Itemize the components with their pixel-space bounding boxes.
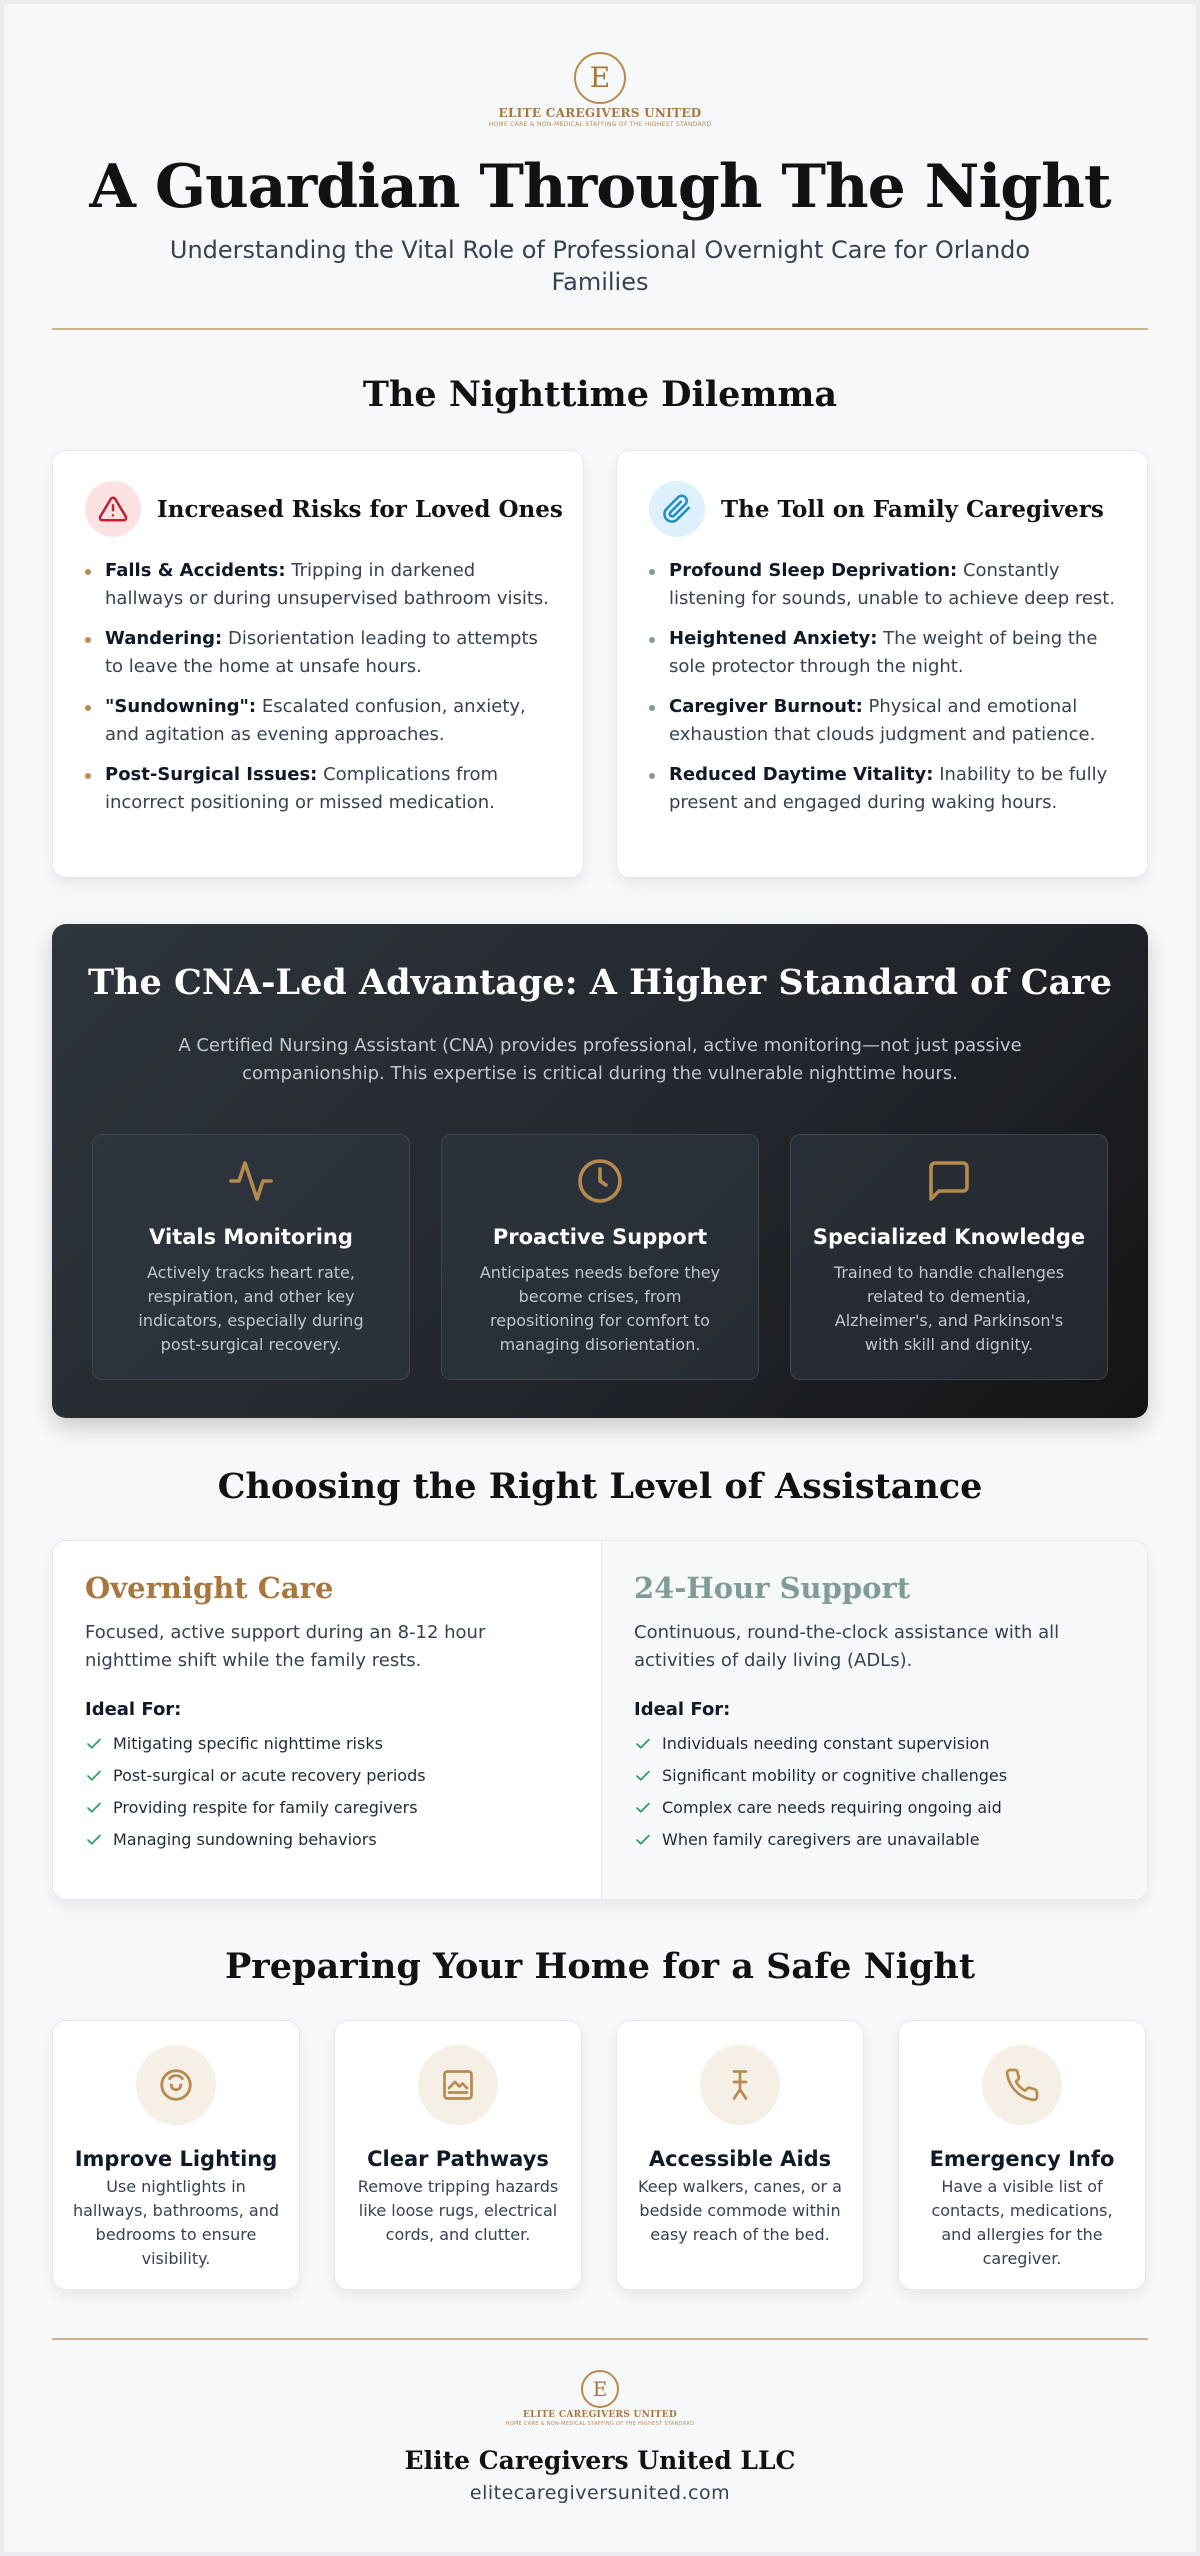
logo-name: ELITE CAREGIVERS UNITED [498,106,702,120]
tip-title: Clear Pathways [367,2147,549,2171]
tip-title: Improve Lighting [74,2147,278,2171]
walker-icon [700,2045,780,2125]
section-title-home: Preparing Your Home for a Safe Night [224,1946,975,1987]
tip-card-emergency [898,2020,1146,2290]
ideal-for-label: Ideal For: [634,1699,731,1720]
overnight-care-list [85,1734,569,1850]
24-hour-support-title: 24-Hour Support [634,1571,911,1605]
pulse-icon [93,1157,409,1205]
list-item: Reduced Daytime Vitality: Inability to be fully present and engaged during waking hours. [669,761,1117,817]
feature-knowledge [790,1134,1108,1380]
feature-title: Vitals Monitoring [149,1225,353,1249]
24-hour-support-list [634,1734,1117,1850]
warning-triangle-icon [85,481,141,537]
paperclip-icon [649,481,705,537]
section-title-levels: Choosing the Right Level of Assistance [217,1466,983,1507]
list-item: Falls & Accidents: Tripping in darkened hallways or during unsupervised bathroom visits. [105,557,553,613]
check-icon [634,1735,652,1753]
list-item: Heightened Anxiety: The weight of being the sole protector through the night. [669,625,1117,681]
caregiver-toll-list [669,557,1117,817]
tip-text: Keep walkers, canes, or a bedside commode within easy reach of the bed. [638,2177,842,2244]
risks-card-title: Increased Risks for Loved Ones [157,495,563,523]
logo-tagline: HOME CARE & NON-MEDICAL STAFFING OF THE HIGHEST STANDARD [505,2421,695,2427]
list-item: Caregiver Burnout: Physical and emotional exhaustion that clouds judgment and patience. [669,693,1117,749]
overnight-care-column [53,1541,601,1900]
clock-icon [442,1157,758,1205]
logo-tagline: HOME CARE & NON-MEDICAL STAFFING OF THE HIGHEST STANDARD [488,121,712,128]
check-icon [85,1735,103,1753]
list-item: Managing sundowning behaviors [85,1830,569,1850]
cna-advantage-description: A Certified Nursing Assistant (CNA) provides professional, active monitoring—not just passive companionship. This expertise is critical during the vulnerable nighttime hours. [178,1035,1022,1084]
check-icon [634,1767,652,1785]
list-item: Profound Sleep Deprivation: Constantly listening for sounds, unable to achieve deep rest. [669,557,1117,613]
list-item: Individuals needing constant supervision [634,1734,1117,1754]
overnight-care-description: Focused, active support during an 8-12 hour nighttime shift while the family rests. [85,1622,486,1671]
risks-card [52,450,584,878]
tip-card-pathways [334,2020,582,2290]
24-hour-support-description: Continuous, round-the-clock assistance with all activities of daily living (ADLs). [634,1622,1060,1671]
check-icon [85,1799,103,1817]
feature-text: Trained to handle challenges related to dementia, Alzheimer's, and Parkinson's with skill and dignity. [833,1263,1065,1354]
message-square-icon [791,1157,1107,1205]
list-item: Post-surgical or acute recovery periods [85,1766,569,1786]
feature-vitals [92,1134,410,1380]
tip-text: Have a visible list of contacts, medications, and allergies for the caregiver. [931,2177,1113,2268]
check-icon [85,1831,103,1849]
logo-monogram: E [574,52,626,104]
list-item: Complex care needs requiring ongoing aid [634,1798,1117,1818]
tip-card-lighting [52,2020,300,2290]
feature-title: Specialized Knowledge [812,1225,1086,1249]
list-item: Significant mobility or cognitive challenges [634,1766,1117,1786]
footer-logo [4,2370,1196,2427]
image-frame-icon [418,2045,498,2125]
tip-text: Remove tripping hazards like loose rugs, electrical cords, and clutter. [357,2177,559,2244]
cna-advantage-title: The CNA-Led Advantage: A Higher Standard of Care [88,962,1112,1003]
list-item: Post-Surgical Issues: Complications from incorrect positioning or missed medication. [105,761,553,817]
tip-title: Emergency Info [929,2147,1115,2171]
ideal-for-label: Ideal For: [85,1699,182,1720]
page-title: A Guardian Through The Night [89,152,1111,222]
check-icon [634,1799,652,1817]
feature-proactive [441,1134,759,1380]
footer-company-name: Elite Caregivers United LLC [404,2446,796,2475]
logo-name: ELITE CAREGIVERS UNITED [523,2410,677,2420]
page-subtitle: Understanding the Vital Role of Professional Overnight Care for Orlando Families [169,236,1031,296]
list-item: Providing respite for family caregivers [85,1798,569,1818]
check-icon [85,1767,103,1785]
list-item: Mitigating specific nighttime risks [85,1734,569,1754]
logo-monogram: E [581,2370,619,2408]
feature-text: Actively tracks heart rate, respiration, and other key indicators, especially during post-surgical recovery. [138,1263,364,1354]
caregiver-toll-card [616,450,1148,878]
caregiver-toll-card-title: The Toll on Family Caregivers [721,495,1104,523]
risks-list [105,557,553,817]
list-item: Wandering: Disorientation leading to attempts to leave the home at unsafe hours. [105,625,553,681]
section-title-dilemma: The Nighttime Dilemma [362,374,838,415]
check-icon [634,1831,652,1849]
footer-website-link[interactable]: elitecaregiversunited.com [469,2482,731,2504]
header-logo [4,52,1196,128]
list-item: When family caregivers are unavailable [634,1830,1117,1850]
divider [52,328,1148,330]
list-item: "Sundowning": Escalated confusion, anxiety, and agitation as evening approaches. [105,693,553,749]
tip-text: Use nightlights in hallways, bathrooms, and bedrooms to ensure visibility. [72,2177,280,2268]
divider [52,2338,1148,2340]
lightbulb-icon [136,2045,216,2125]
tip-card-aids [616,2020,864,2290]
infographic-page [4,4,1196,2552]
24-hour-support-column [601,1541,1148,1900]
care-comparison-card [52,1540,1148,1900]
overnight-care-title: Overnight Care [85,1571,334,1605]
feature-title: Proactive Support [492,1225,708,1249]
cna-advantage-panel [52,924,1148,1418]
feature-text: Anticipates needs before they become crises, from repositioning for comfort to managing disorientation. [479,1263,721,1354]
tip-title: Accessible Aids [648,2147,832,2171]
phone-icon [982,2045,1062,2125]
